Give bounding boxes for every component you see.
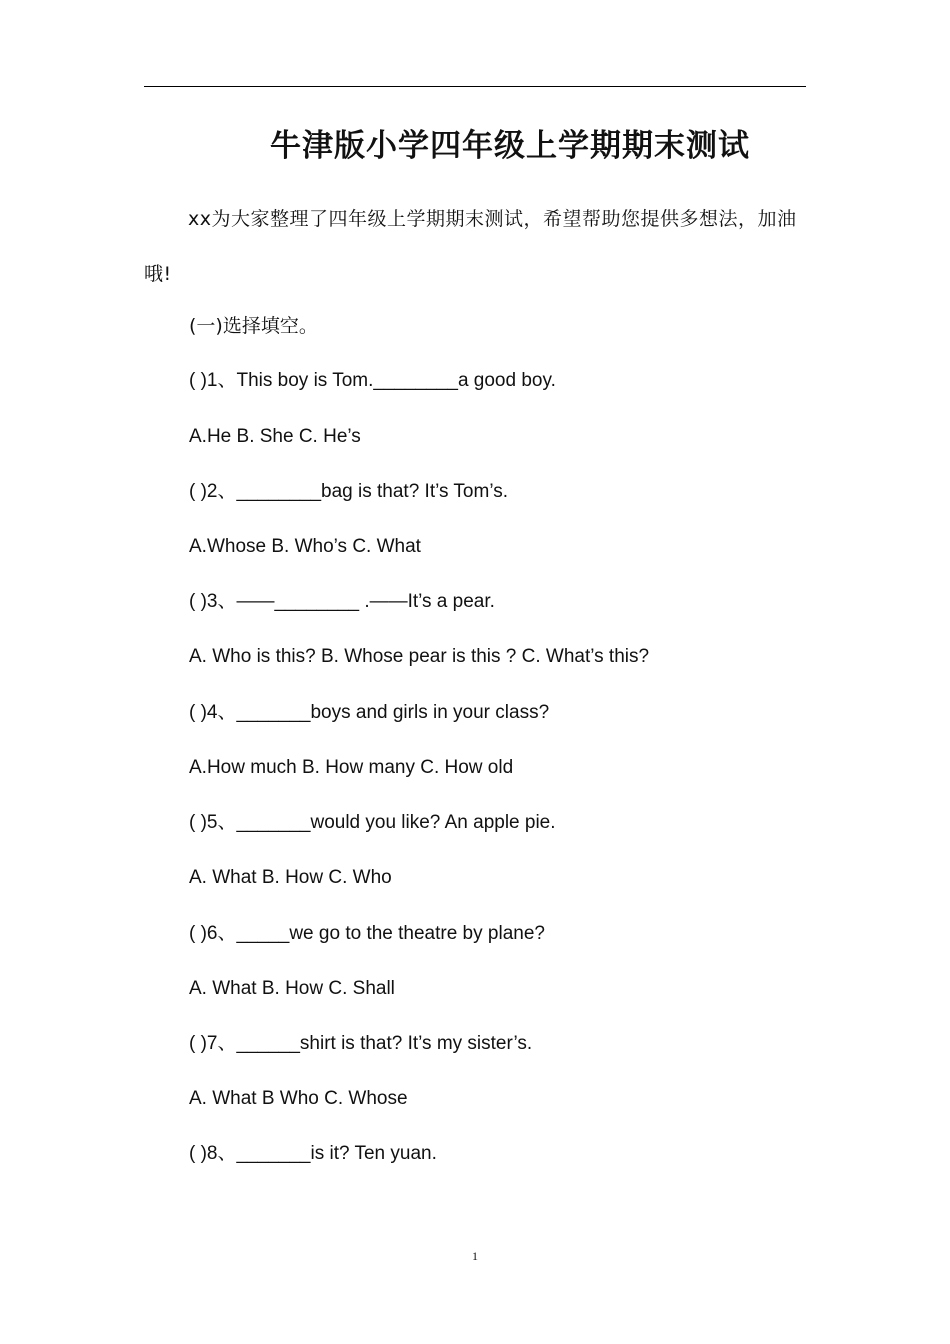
options-1: A.He B. She C. He’s (189, 426, 361, 447)
page-title: 牛津版小学四年级上学期期末测试 (270, 128, 750, 164)
options-3: A. Who is this? B. Whose pear is this ? C. What’s this? (189, 646, 650, 667)
intro-paragraph: xx为大家整理了四年级上学期期末测试，希望帮助您提供多想法，加油哦! (144, 208, 797, 285)
options-6: A. What B. How C. Shall (189, 978, 395, 999)
question-2: ( )2、________bag is that? It’s Tom’s. (189, 481, 508, 502)
question-3: ( )3、——________ .——It’s a pear. (189, 591, 495, 612)
section-heading: (一)选择填空。 (189, 315, 318, 337)
options-7: A. What B Who C. Whose (189, 1088, 408, 1109)
question-7: ( )7、______shirt is that? It’s my sister’s. (189, 1033, 533, 1054)
question-8: ( )8、_______is it? Ten yuan. (189, 1143, 437, 1164)
options-5: A. What B. How C. Who (189, 867, 392, 888)
question-6: ( )6、_____we go to the theatre by plane? (189, 923, 545, 944)
header-rule (144, 86, 806, 87)
question-5: ( )5、_______would you like? An apple pie. (189, 812, 556, 833)
options-4: A.How much B. How many C. How old (189, 757, 514, 778)
question-1: ( )1、This boy is Tom.________a good boy. (189, 370, 556, 391)
options-2: A.Whose B. Who’s C. What (189, 536, 421, 557)
page-number: 1 (472, 1249, 478, 1263)
question-4: ( )4、_______boys and girls in your class? (189, 702, 550, 723)
